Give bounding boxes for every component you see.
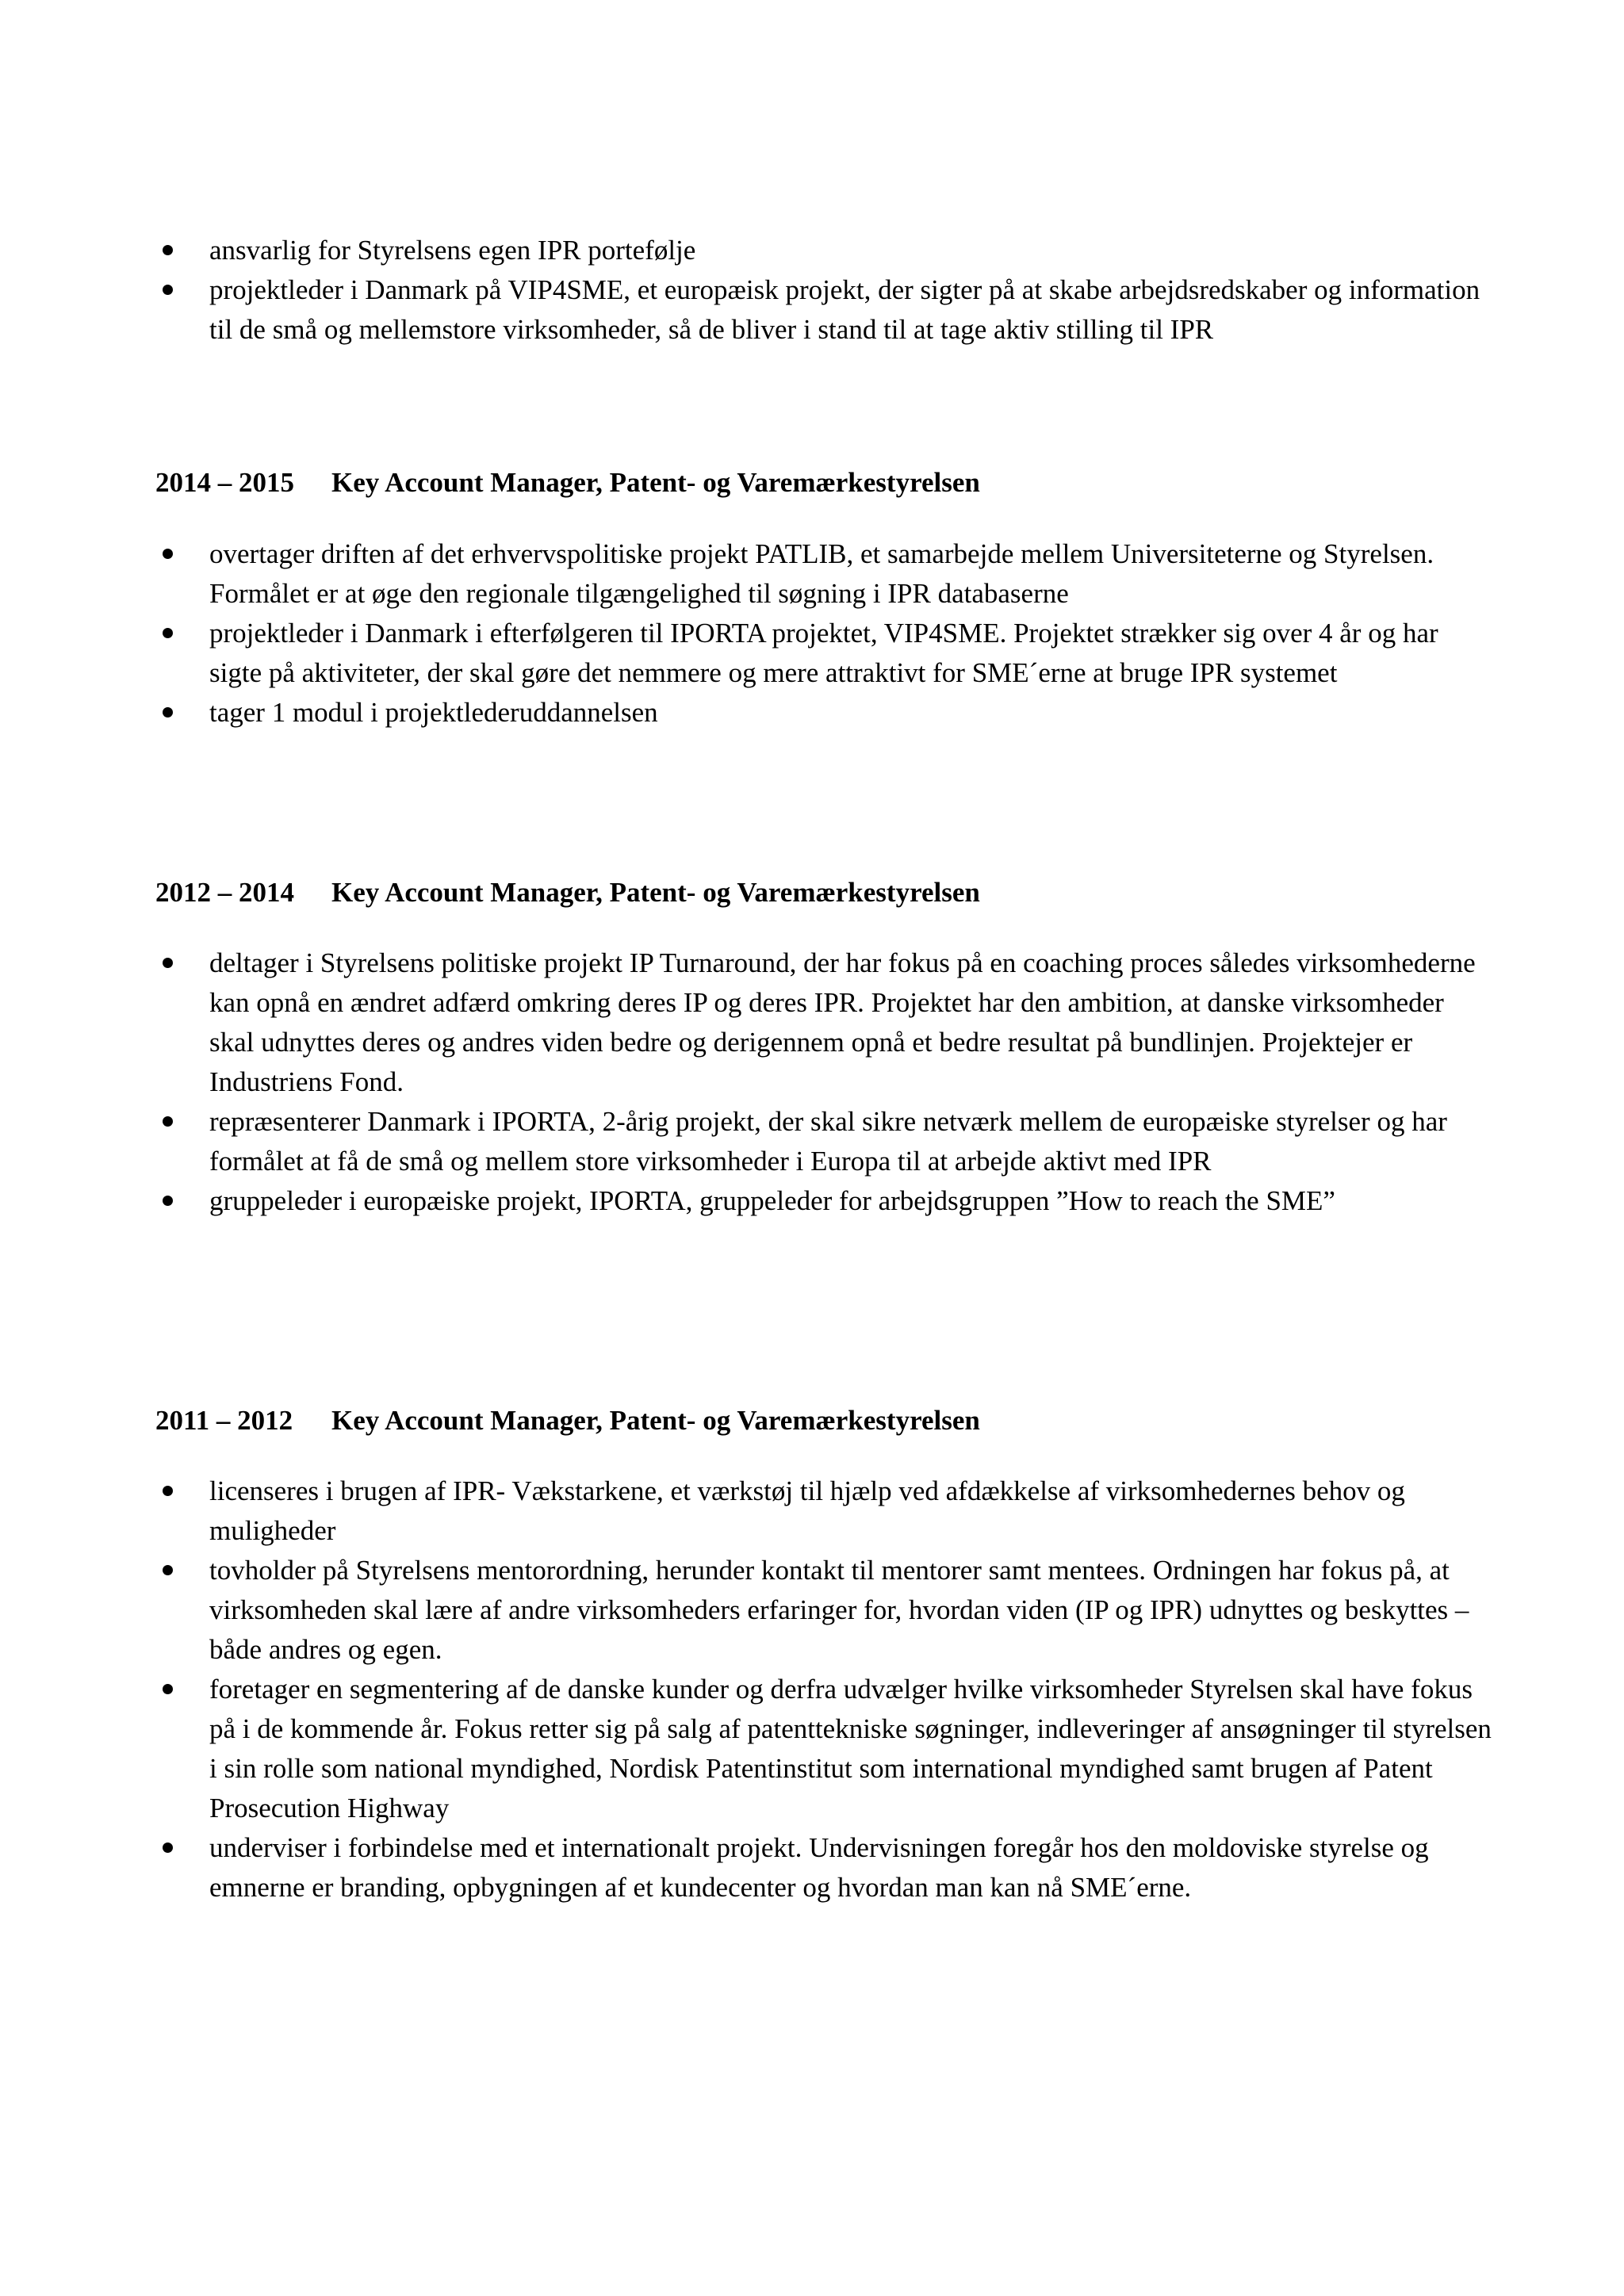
section-heading-2011-2012 (155, 1401, 1503, 1441)
section-years: 2014 – 2015 (155, 467, 294, 498)
section-bullet-list (209, 1471, 1494, 1908)
list-item: overtager driften af det erhvervspolitiske projekt PATLIB, et samarbejde mellem Universiteterne og Styrelsen. Formålet er at øge den regionale tilgængelighed til søgning i IPR databaserne (209, 534, 1494, 614)
list-item: ansvarlig for Styrelsens egen IPR portefølje (209, 231, 1494, 270)
section-years: 2011 – 2012 (155, 1405, 293, 1436)
list-item: tovholder på Styrelsens mentorordning, herunder kontakt til mentorer samt mentees. Ordningen har fokus på, at virksomheden skal lære af andre virksomheders erfaringer for, hvordan viden (IP og IPR) udnyttes og beskyttes – både andres og egen. (209, 1551, 1494, 1670)
list-item: tager 1 modul i projektlederuddannelsen (209, 693, 1494, 733)
list-item: projektleder i Danmark på VIP4SME, et europæisk projekt, der sigter på at skabe arbejdsredskaber og information til de små og mellemstore virksomheder, så de bliver i stand til at tage aktiv stilling til IPR (209, 270, 1494, 350)
section-heading-2014-2015 (155, 463, 1503, 503)
section-years: 2012 – 2014 (155, 877, 294, 908)
list-item: repræsenterer Danmark i IPORTA, 2-årig projekt, der skal sikre netværk mellem de europæiske styrelser og har formålet at få de små og mellem store virksomheder i Europa til at arbejde aktivt med IPR (209, 1102, 1494, 1181)
intro-bullet-list (209, 231, 1494, 350)
section-title: Key Account Manager, Patent- og Varemærkestyrelsen (331, 467, 980, 498)
list-item: gruppeleder i europæiske projekt, IPORTA, gruppeleder for arbejdsgruppen ”How to reach the SME” (209, 1181, 1494, 1221)
list-item: deltager i Styrelsens politiske projekt IP Turnaround, der har fokus på en coaching proces således virksomhederne kan opnå en ændret adfærd omkring deres IP og deres IPR. Projektet har den ambition, at danske virksomheder skal udnyttes deres og andres viden bedre og derigennem opnå et bedre resultat på bundlinjen. Projektejer er Industriens Fond. (209, 943, 1494, 1102)
section-heading-2012-2014 (155, 873, 1503, 913)
section-title: Key Account Manager, Patent- og Varemærkestyrelsen (331, 877, 980, 908)
list-item: underviser i forbindelse med et internationalt projekt. Undervisningen foregår hos den moldoviske styrelse og emnerne er branding, opbygningen af et kundecenter og hvordan man kan nå SME´erne. (209, 1828, 1494, 1908)
list-item: projektleder i Danmark i efterfølgeren til IPORTA projektet, VIP4SME. Projektet strækker sig over 4 år og har sigte på aktiviteter, der skal gøre det nemmere og mere attraktivt for SME´erne at bruge IPR systemet (209, 614, 1494, 693)
list-item: licenseres i brugen af IPR- Vækstarkene, et værkstøj til hjælp ved afdækkelse af virksomhedernes behov og muligheder (209, 1471, 1494, 1551)
section-bullet-list (209, 534, 1494, 733)
section-bullet-list (209, 943, 1494, 1221)
list-item: foretager en segmentering af de danske kunder og derfra udvælger hvilke virksomheder Styrelsen skal have fokus på i de kommende år. Fokus retter sig på salg af patenttekniske søgninger, indleveringer af ansøgninger til styrelsen i sin rolle som national myndighed, Nordisk Patentinstitut som international myndighed samt brugen af Patent Prosecution Highway (209, 1670, 1494, 1828)
section-title: Key Account Manager, Patent- og Varemærkestyrelsen (331, 1405, 980, 1436)
